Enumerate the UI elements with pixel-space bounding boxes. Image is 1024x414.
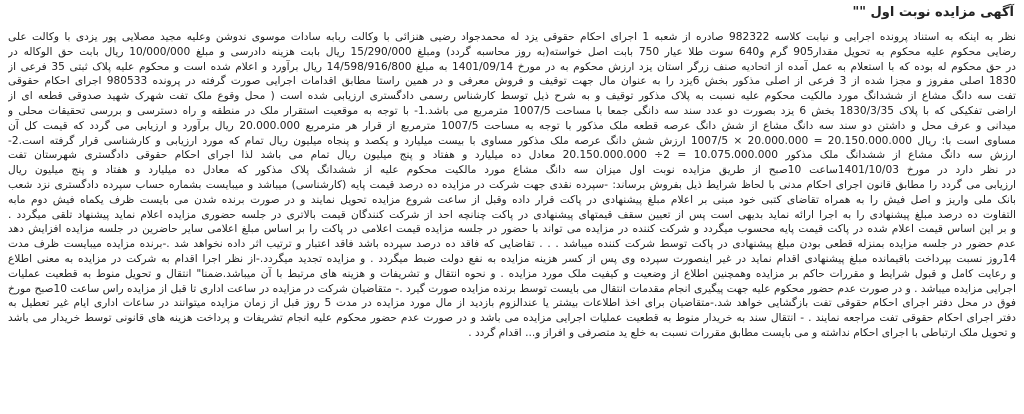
notice-title: آگهی مزایده نوبت اول "": [852, 5, 1014, 20]
notice-line: در حق محکوم له بوده که با استعلام به عمل آمده از اتحادیه صنف زرگر استان یزد ارزش محکوم به در مورخ 1401/09/14 به مبلغ 14/598/916/800 ریال برآورد و اعلام شده است و محکوم علیه پلاک ثبتی 35 فرعی از: [8, 60, 1016, 73]
notice-line: اجرایی مزایده میباشد . و در صورت عدم حضور محکوم علیه جهت پیگیری انجام مقدمات انتقال می بایست توسط برنده مزایده صورت گیرد .- متقاضیان شرکت در مزایده در ساعت اداری تا قبل از مزایده راس ساعت 10صبح مورخ: [8, 282, 1016, 295]
notice-line: نظر به اینکه به استناد پرونده اجرایی و نیابت کلاسه 982322 صادره از شعبه 1 اجرای احکام حقوقی یزد له محمدجواد رضیی هنزائی با وکالت ربابه سادات موسوی ندوشن وعلیه مجید مصلایی پور یزدی با وکالت علی: [8, 31, 1016, 43]
notice-line: تفت سه دانگ مشاع از ششدانگ مورد مالکیت محکوم علیه نسبت به پلاک مذکور توقیف و به شرح ذیل توسط کارشناس رسمی دادگستری ارزیابی شده است ( محل وقوع ملک تفت شهرک شهید صدوقی قطعه ای از: [8, 90, 1016, 103]
notice-line: بانک ملی واریز و اصل فیش را به همراه تقاضای کتبی خود مبنی بر اعلام مبلغ پیشنهادی در پاکت قرار داده وقبل از ساعت شروع مزایده تحویل نمایند و در صورت برنده شدن می بایست ظرف یکماه فیش دوم مابه: [8, 193, 1016, 206]
notice-line: در نظر دارد در مورخ 1401/10/03ساعت 10صبح از طریق مزایده نوبت اول میزان سه دانگ مشاع مورد مالکیت محکوم علیه از ششدانگ پلاک مذکور که معادل ده میلیارد و هفتاد و پنج میلیون ریال: [8, 164, 1016, 177]
notice-line: ارزیابی می گردد را مطابق قانون اجرای احکام مدنی با لحاظ شرایط ذیل بفروش برساند: -سپرده نقدی جهت شرکت در مزایده ده درصد قیمت پایه (کارشناسی) میباشد و میبایست بشماره حساب سپرده دادگستری نزد شعب: [8, 178, 1016, 191]
notice-body: [8, 30, 1016, 341]
notice-line: فوق در محل دفتر اجرای احکام حقوقی تفت بازگشایی خواهد شد.-متقاضیان برای اخذ اطلاعات بیشتر یا عندالزوم بازدید از مال مورد مزایده در مدت 5 روز قبل از زمان مزایده میتوانند در ساعات اداری ایام غیر تعطیل به: [8, 297, 1016, 310]
notice-line: و بر این اساس قیمت اعلام شده در پاکت قیمت پایه محسوب میگردد و شرکت کننده در مزایده می تواند با حضور در جلسه مزایده قیمت اعلامی در پاکت را بر اساس مبلغ اعلامی سایر حاضرین در جلسه مزایده افزایش دهد: [8, 223, 1016, 236]
notice-line: 1830 اصلی مفروز و مجزا شده از 3 فرعی از اصلی مذکور بخش 6یزد را به عنوان مال جهت توقیف و فروش معرفی و در همین راستا مطابق اقدامات اجرایی صورت گرفته در پرونده 980533 اجرای احکام حقوقی: [8, 75, 1016, 88]
notice-line: اراضی تفکیکی که با پلاک 1830/3/35 بخش 6 یزد بصورت دو عدد سند سه دانگی جمعا با مساحت 1007/5 مترمربع می باشد.1- با توجه به موقعیت استقرار ملک در منطقه و راه دسترسی و بررسی تحقیقات محلی و: [8, 104, 1016, 117]
notice-line: رضایی محکوم علیه محکوم به تحویل مقدار905 گرم و640 سوت طلا عیار 750 بابت اصل خواسته(به روز محاسبه گردد) ومبلغ 15/290/000 ریال بابت هزینه دادرسی و مبلغ 10/000/000 ریال بابت حق الوکاله در: [8, 45, 1016, 58]
notice-line: عدم حضور در جلسه مزایده بمنزله قطعی بودن مبلغ پیشنهادی در پاکت توسط شرکت کننده میباشد . . . تقاضایی که فاقد ده درصد سپرده باشد فاقد اعتبار و ترتیب اثر داده نخواهد شد .-برنده مزایده میبایست ظرف مدت: [8, 238, 1016, 251]
notice-line: و تحویل ملک ارتباطی با اجرای احکام نداشته و می بایست مطابق مقررات نسبت به خلع ید متصرفی و افراز و... اقدام گردد .: [468, 326, 1016, 339]
notice-line: ارزش سه دانگ مشاع از ششدانگ ملک مذکور 10.075.000.000 = 2÷ 20.150.000.000 معادل ده میلیارد و هفتاد و پنج میلیون ریال تمام می باشد لذا اجرای احکام حقوقی دادگستری شهرستان تفت: [8, 149, 1016, 162]
notice-line: و رعایت کامل و قبول شرایط و مقررات حاکم بر مزایده وهمچنین اطلاع از وضعیت و کیفیت ملک مورد مزایده . و نحوه انتقال و تشریفات و هزینه های مرتبط با آن میباشد.ضمنا" انتقال و تحویل منوط به قطعیت عملیات: [8, 267, 1016, 280]
notice-line: مساوی است با: ریال 20.150.000.000 = 20.000.000 × 1007/5 ارزش شش دانگ عرصه ملک مذکور مساوی با بیست میلیارد و یکصد و پنجاه میلیون ریال تمام که مورد ارزیابی و کارشناسی قرار گرفته است.2-: [8, 134, 1016, 147]
notice-line: دفتر اجرای احکام حقوقی تفت مراجعه نمایند . - انتقال سند به خریدار منوط به قطعیت عملیات اجرایی مزایده می باشد و در صورت عدم حضور محکوم علیه انجام تشریفات و پرداخت هزینه های قانونی توسط خریدار می باشد: [8, 312, 1016, 325]
notice-line: التفاوت ده درصد مبلغ پیشنهادی را به اجرا ارائه نماید بدیهی است پس از تعیین سقف قیمتهای پیشنهادی در پاکت چنانچه احد از شرکت کنندگان قیمت بالاتری در جلسه حضوری مزایده اعلام نماید پیشنهاد تلقی میگردد .: [8, 208, 1016, 221]
notice-line: 14روز نسبت بپرداخت باقیمانده مبلغ پیشنهادی اقدام نماید در غیر اینصورت سپرده وی پس از کسر هزینه مزایده به نفع دولت ضبط میگردد . و مزایده تجدید میگردد.-از نظر اجرا اقدام به شرکت در مزایده به معنی اطلاع: [8, 252, 1016, 265]
notice-line: میدانی و عرف محل و داشتن دو سند سه دانگ مشاع از شش دانگ عرصه قطعه ملک مذکور با توجه به مساحت 1007/5 مترمربع از قرار هر مترمربع 20.000.000 ریال برآورد و ارزیابی می گردد که قیمت کل آن: [8, 119, 1016, 132]
